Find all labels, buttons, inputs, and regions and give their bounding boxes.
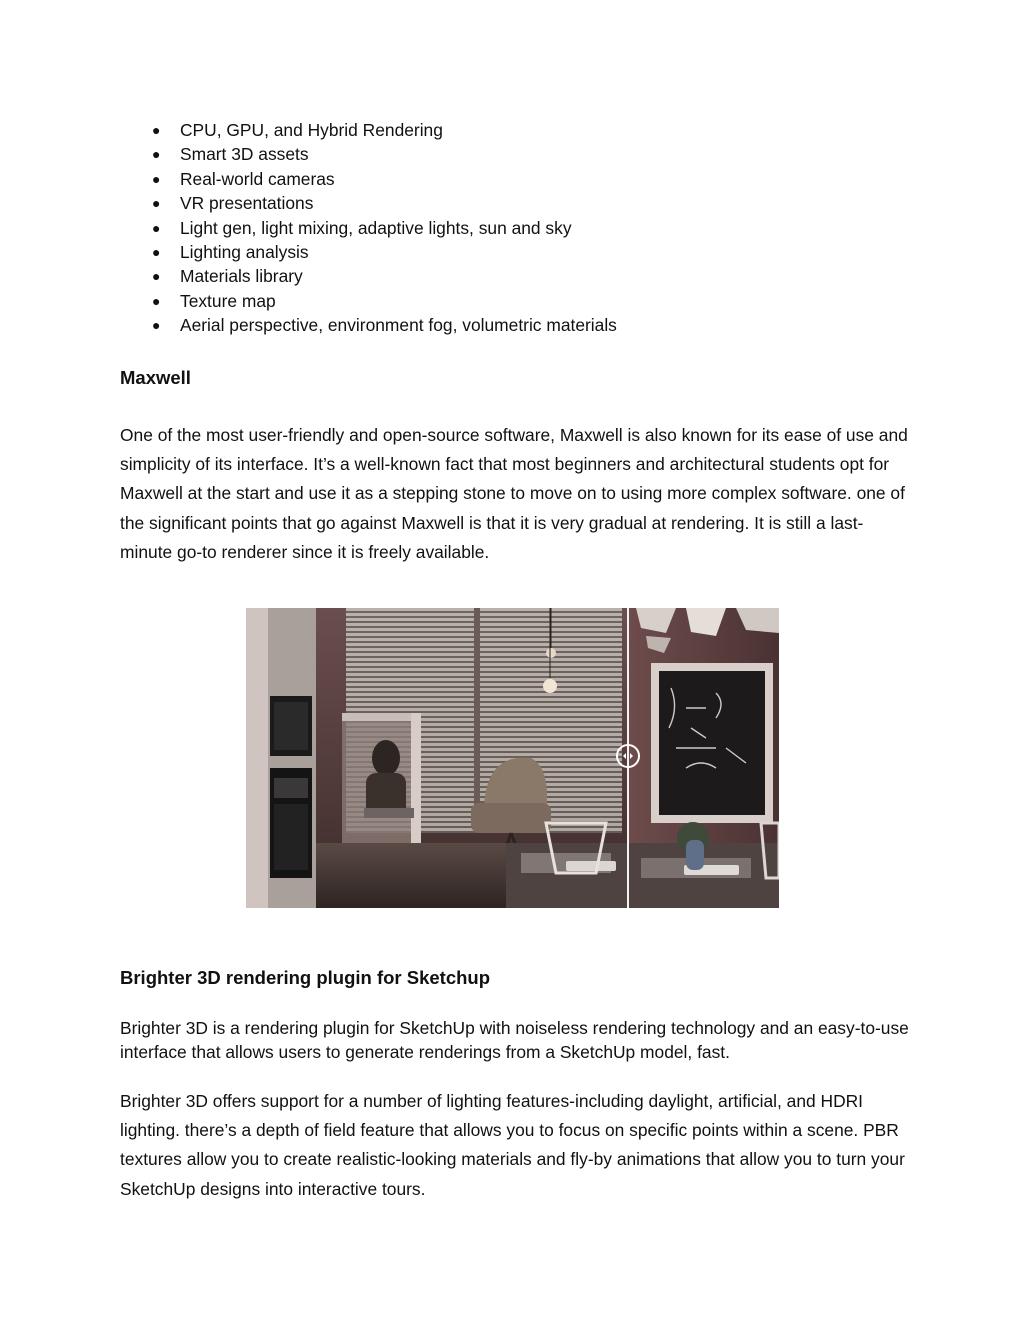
list-item (120, 167, 617, 191)
bullet-icon: ● (152, 317, 161, 334)
bullet-icon: ● (152, 219, 161, 236)
maxwell-paragraph: One of the most user-friendly and open-source software, Maxwell is also known for its ease of use and simplicity of its interface. It’s a well-known fact that most beginners and architectural students opt for Maxwell at the start and use it as a stepping stone to move on to using more complex software. one of the significant points that go against Maxwell is that it is very gradual at rendering. It is still a last-minute go-to renderer since it is freely available. (120, 425, 908, 562)
section-heading-brighter: Brighter 3D rendering plugin for Sketchup (120, 967, 491, 988)
list-item-text: VR presentations (180, 193, 314, 214)
bullet-icon: ● (152, 292, 161, 309)
list-item (120, 118, 617, 142)
list-item (120, 240, 617, 264)
list-item-text: Smart 3D assets (180, 144, 309, 165)
brighter-paragraph-2: Brighter 3D offers support for a number of lighting features-including daylight, artificial, and HDRI lighting. there’s a depth of field feature that allows you to focus on specific points within a scene. PBR textures allow you to create realistic-looking materials and fly-by animations that allow you to turn your SketchUp designs into interactive tours. (120, 1091, 905, 1199)
feature-list (120, 118, 617, 338)
list-item-text: Texture map (180, 290, 276, 311)
list-item-text: Real-world cameras (180, 168, 335, 189)
section-heading-maxwell: Maxwell (120, 367, 191, 388)
list-item (120, 313, 617, 337)
list-item (120, 191, 617, 215)
list-item (120, 264, 617, 288)
list-item-text: Aerial perspective, environment fog, volumetric materials (180, 315, 617, 336)
bullet-icon: ● (152, 268, 161, 285)
bullet-icon: ● (152, 146, 161, 163)
list-item (120, 216, 617, 240)
list-item-text: Materials library (180, 266, 303, 287)
list-item-text: CPU, GPU, and Hybrid Rendering (180, 120, 443, 140)
brighter-paragraph-1: Brighter 3D is a rendering plugin for SketchUp with noiseless rendering technology and an easy-to-use interface that allows users to generate renderings from a SketchUp model, fast. (120, 1018, 909, 1063)
list-item (120, 142, 617, 166)
bullet-icon: ● (152, 195, 161, 212)
bullet-icon: ● (152, 122, 161, 138)
list-item-text: Lighting analysis (180, 241, 309, 262)
bullet-icon: ● (152, 170, 161, 187)
list-item (120, 289, 617, 313)
bullet-icon: ● (152, 243, 161, 260)
interior-render-image (246, 608, 779, 908)
list-item-text: Light gen, light mixing, adaptive lights, sun and sky (180, 217, 572, 238)
